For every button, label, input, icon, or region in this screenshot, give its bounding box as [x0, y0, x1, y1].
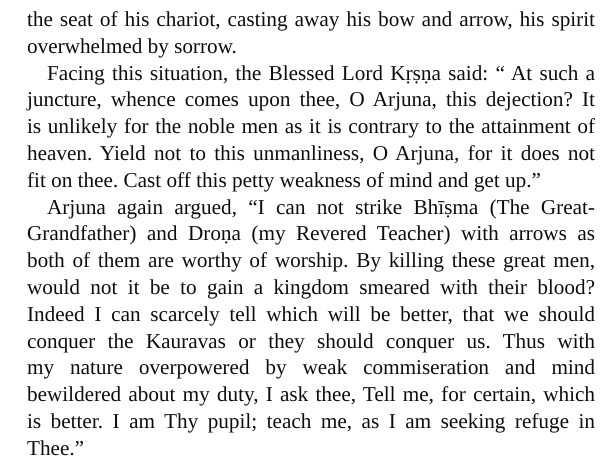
text-line: my nature overpowered by weak commiseration and mind	[27, 355, 595, 380]
text-line: overwhelmed by sorrow.	[27, 33, 237, 58]
text-line: juncture, whence comes upon thee, O Arjuna, this dejection? It	[27, 87, 595, 112]
paragraph-3	[27, 194, 595, 462]
text-line: fit on thee. Cast off this petty weakness of mind and get up.”	[27, 167, 541, 192]
text-line: conquer the Kauravas or they should conquer us. Thus with	[27, 328, 595, 353]
text-line: Grandfather) and Droṇa (my Revered Teacher) with arrows as	[27, 221, 595, 246]
text-line: Thee.”	[27, 435, 85, 460]
text-line: is better. I am Thy pupil; teach me, as I am seeking refuge in	[27, 408, 595, 433]
text-line: heaven. Yield not to this unmanliness, O Arjuna, for it does not	[27, 140, 595, 165]
text-line: Facing this situation, the Blessed Lord Kṛṣṇa said: “ At such a	[47, 60, 595, 85]
paragraph-1	[27, 6, 595, 60]
text-line: would not it be to gain a kingdom smeared with their blood?	[27, 274, 595, 299]
text-line: Arjuna again argued, “I can not strike Bhīṣma (The Great-	[47, 194, 595, 219]
text-line: bewildered about my duty, I ask thee, Tell me, for certain, which	[27, 382, 595, 407]
text-line: the seat of his chariot, casting away his bow and arrow, his spirit	[27, 7, 595, 31]
document-page	[27, 6, 595, 462]
text-line: Indeed I can scarcely tell which will be better, that we should	[27, 301, 595, 326]
text-line: is unlikely for the noble men as it is contrary to the attainment of	[27, 114, 595, 139]
paragraph-2	[27, 60, 595, 194]
text-line: both of them are worthy of worship. By killing these great men,	[27, 248, 595, 273]
